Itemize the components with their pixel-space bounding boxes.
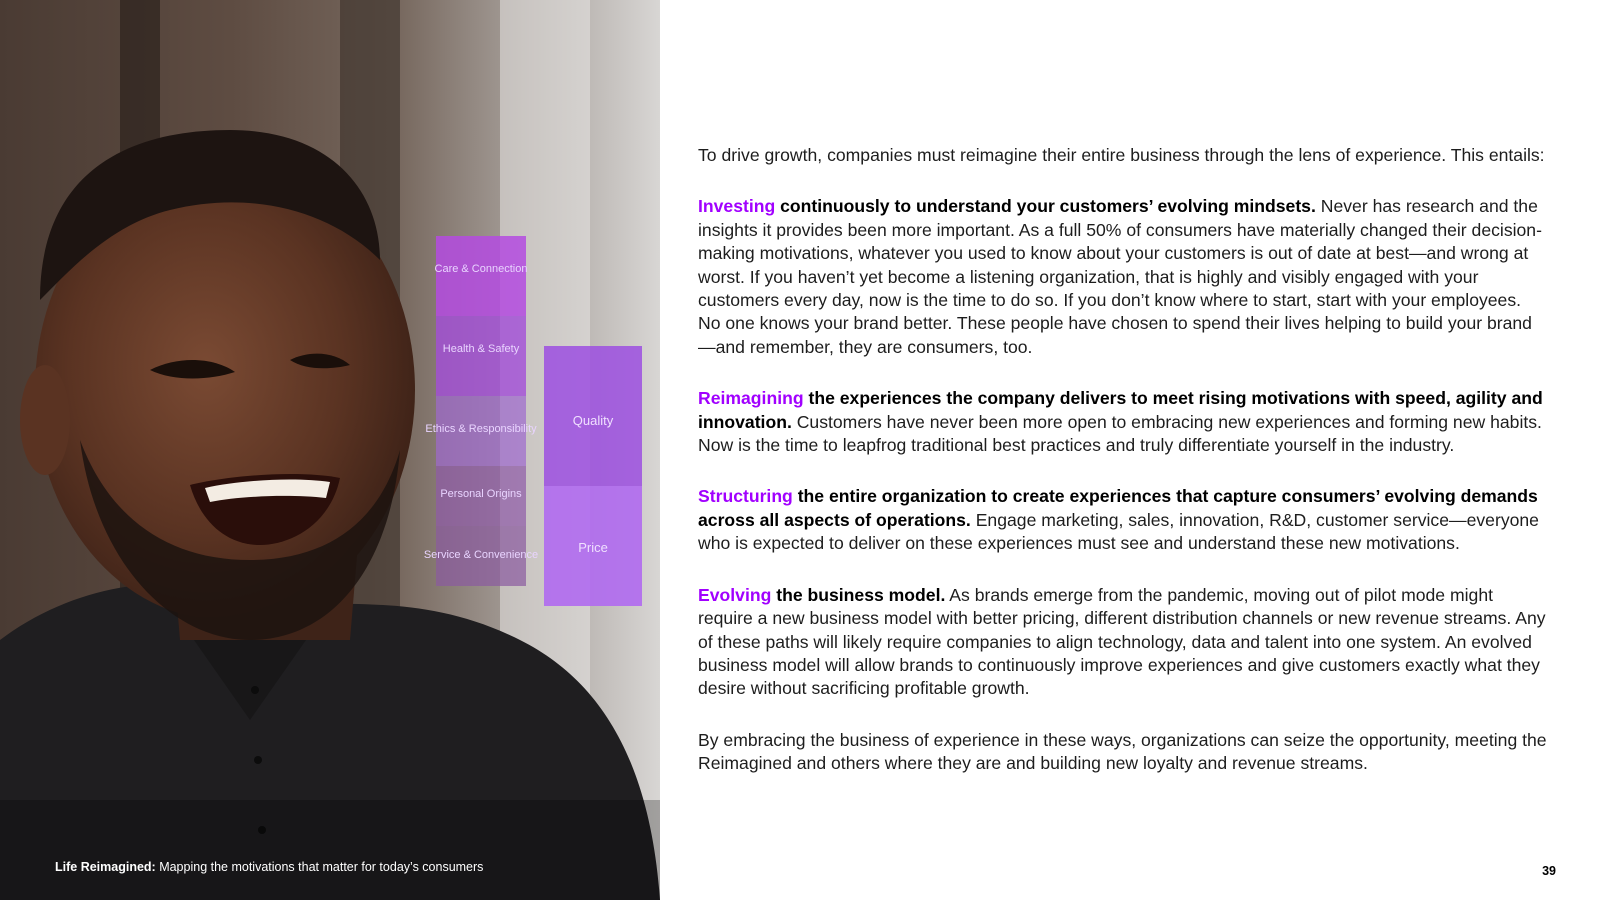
section-body: As brands emerge from the pandemic, moving out of pilot mode might require a new business model with better pricing, different distribution channels or new revenue streams. Any of these paths will likely require companies to align technology, data and talent into one system. An evolved business model will allow brands to continuously improve experiences and give customers exactly what they desire without sacrificing profitable growth. [698, 584, 1546, 699]
photo-illustration [0, 0, 660, 900]
section-lead: continuously to understand your customers’ evolving mindsets. [775, 196, 1316, 217]
panel-label-price: Price [578, 540, 608, 555]
panel-label-4: Personal Origins [440, 488, 522, 500]
section-lead: the experiences the company delivers to meet rising motivations with speed, agility and innovation. [698, 388, 1543, 432]
section-structuring [698, 485, 1548, 555]
main-text [698, 144, 1548, 804]
section-keyword: Investing [698, 196, 776, 217]
section-keyword: Reimagining [698, 388, 804, 409]
section-reimagining [698, 387, 1548, 457]
section-evolving [698, 584, 1548, 701]
section-body: Never has research and the insights it provides been more important. As a full 50% of consumers have materially changed their decision-making motivations, whatever you used to know about your customers is out of date at best—and wrong at worst. If you haven’t yet become a listening organization, that is highly and visibly engaged with your customers every day, now is the time to do so. If you don’t know where to start, start with your employees. No one knows your brand better. These people have chosen to spend their lives helping to build your brand—and remember, they are consumers, too. [698, 196, 1542, 357]
section-lead: the business model. [771, 584, 946, 605]
intro-paragraph: To drive growth, companies must reimagine their entire business through the lens of experience. This entails: [698, 145, 1545, 165]
panel-label-3: Ethics & Responsibility [425, 423, 537, 435]
panel-1 [436, 236, 526, 316]
caption [55, 860, 483, 874]
closing-paragraph: By embracing the business of experience in these ways, organizations can seize the opportunity, meeting the Reimagined and others where they are and building new loyalty and revenue streams. [698, 729, 1547, 774]
section-keyword: Evolving [698, 584, 772, 605]
panel-label-1: Care & Connection [434, 263, 528, 275]
section-keyword: Structuring [698, 486, 793, 507]
panel-label-quality: Quality [572, 413, 614, 428]
section-investing [698, 195, 1548, 359]
panel-2 [436, 316, 526, 396]
panel-label-2: Health & Safety [442, 343, 520, 355]
section-lead: the entire organization to create experiences that capture consumers’ evolving demands across all aspects of operations. [698, 486, 1538, 530]
panel-label-5: Service & Convenience [423, 549, 539, 561]
section-body: Customers have never been more open to embracing new experiences and forming new habits. Now is the time to leapfrog traditional best practices and truly differentiate yourself in the industry. [698, 411, 1542, 456]
page-number: 39 [1542, 864, 1556, 878]
caption-text: Mapping the motivations that matter for today’s consumers [155, 860, 484, 874]
section-body: Engage marketing, sales, innovation, R&D, customer service—everyone who is expected to deliver on these experiences must see and understand these new motivations. [698, 509, 1539, 554]
caption-bold: Life Reimagined: [55, 860, 156, 874]
hero-photo [0, 0, 660, 900]
